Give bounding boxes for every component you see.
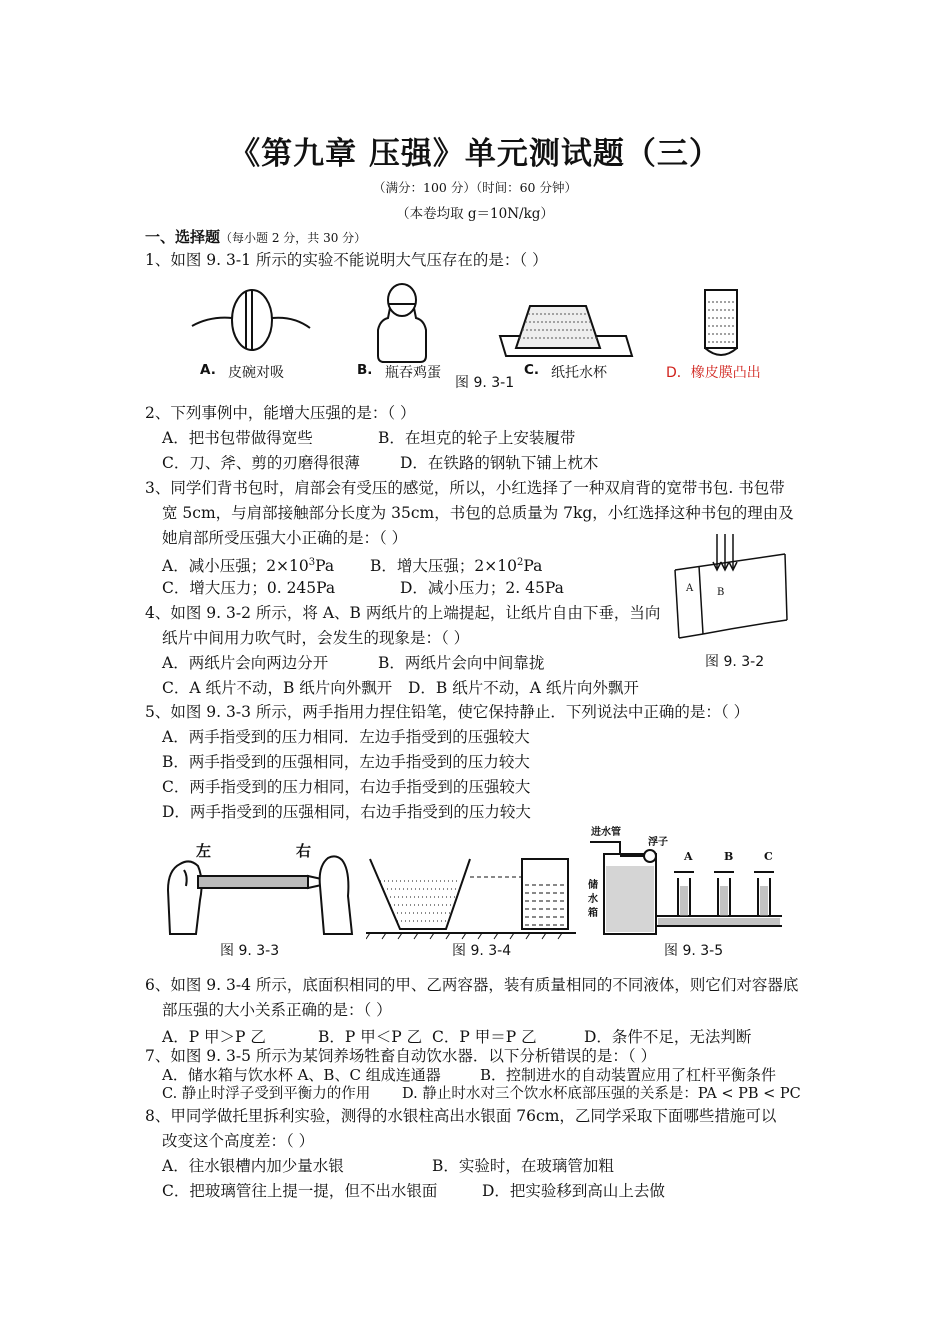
q4-option-d: D．B 纸片不动，A 纸片向外飘开 xyxy=(408,679,639,697)
section-heading xyxy=(145,227,366,248)
q4-option-a: A．两纸片会向两边分开 xyxy=(162,654,329,672)
fig4-caption: 图 9. 3-4 xyxy=(452,943,512,959)
paper-label-b: B xyxy=(717,587,725,598)
q2-option-b: B．在坦克的轮子上安装履带 xyxy=(378,429,576,447)
fig1-text-b: 瓶吞鸡蛋 xyxy=(385,365,441,381)
q3-option-a xyxy=(162,553,334,576)
q4-option-c: C．A 纸片不动，B 纸片向外飘开 xyxy=(162,679,393,697)
question-5-stem: 5、如图 9. 3-3 所示，两手指用力捏住铅笔，使它保持静止．下列说法中正确的是：（ ） xyxy=(145,703,750,721)
q8-option-a: A．往水银槽内加少量水银 xyxy=(162,1157,344,1175)
fig1-label-b: B. xyxy=(357,362,373,378)
q5-option-d: D．两手指受到的压强相同，右边手指受到的压力较大 xyxy=(162,803,531,821)
tank-label-3: 箱 xyxy=(588,908,598,919)
q3-option-b-exponent: 2 xyxy=(516,557,524,568)
score-time-note: （满分：100 分）（时间：60 分钟） xyxy=(373,180,577,195)
question-8-line-2: 改变这个高度差：（ ） xyxy=(162,1132,315,1150)
cup-label-c: C xyxy=(764,850,773,863)
q8-option-d: D．把实验移到高山上去做 xyxy=(482,1182,665,1200)
gravity-note: （本卷均取 g＝10N/kg） xyxy=(396,206,554,222)
dotted-liquid xyxy=(380,877,462,878)
paper-cup-drawing xyxy=(500,306,632,356)
fig5-caption: 图 9. 3-5 xyxy=(664,943,724,959)
q3-option-c: C．增大压力；0. 245Pa xyxy=(162,579,336,597)
fig1-caption: 图 9. 3-1 xyxy=(455,375,515,391)
figure-9-3-3 xyxy=(160,840,365,940)
question-6-line-1: 6、如图 9. 3-4 所示，底面积相同的甲、乙两容器，装有质量相同的不同液体，则它们对容器底 xyxy=(145,976,799,994)
question-7-stem: 7、如图 9. 3-5 所示为某饲养场牲畜自动饮水器．以下分析错误的是：（ ） xyxy=(145,1047,657,1065)
q5-option-c: C．两手指受到的压力相同，右边手指受到的压强较大 xyxy=(162,778,531,796)
question-8-line-1: 8、甲同学做托里拆利实验，测得的水银柱高出水银面 76cm，乙同学采取下面哪些措施可以 xyxy=(145,1107,777,1125)
figure-9-3-4 xyxy=(366,855,576,945)
q6-option-b: B．P 甲＜P 乙 xyxy=(318,1028,423,1046)
question-3-line-3: 她肩部所受压强大小正确的是：（ ） xyxy=(162,529,408,547)
fig3-caption: 图 9. 3-3 xyxy=(220,943,280,959)
fig1-label-c: C. xyxy=(524,362,540,378)
q3-option-a-unit: Pa xyxy=(315,557,335,576)
q4-option-b: B．两纸片会向中间靠拢 xyxy=(378,654,545,672)
q6-option-d: D．条件不足，无法判断 xyxy=(584,1028,752,1046)
bottle-egg-drawing xyxy=(378,284,426,362)
fig1-text-a: 皮碗对吸 xyxy=(228,365,284,381)
membrane-tube-drawing xyxy=(705,290,737,355)
tank-label-2: 水 xyxy=(588,894,598,905)
figure-9-3-5 xyxy=(586,826,791,941)
section-title: 一、选择题 xyxy=(145,228,221,246)
fig1-label-a: A. xyxy=(200,362,216,378)
q5-option-a: A．两手指受到的压力相同．左边手指受到的压强较大 xyxy=(162,728,530,746)
q8-option-c: C．把玻璃管往上提一提，但不出水银面 xyxy=(162,1182,438,1200)
q7-option-a: A．储水箱与饮水杯 A、B、C 组成连通器 xyxy=(162,1066,441,1084)
question-3-line-2: 宽 5cm，与肩部接触部分长度为 35cm，书包的总质量为 7kg，小红选择这种书包的理由及 xyxy=(162,504,794,522)
page-title: 《第九章 压强》单元测试题（三） xyxy=(229,136,721,172)
q2-option-d: D．在铁路的钢轨下铺上枕木 xyxy=(400,454,599,472)
question-1-stem: 1、如图 9. 3-1 所示的实验不能说明大气压存在的是：（ ） xyxy=(145,251,548,269)
fig2-caption: 图 9. 3-2 xyxy=(705,654,765,670)
paper-label-a: A xyxy=(686,583,694,594)
q3-option-d: D．减小压力；2. 45Pa xyxy=(400,579,564,597)
question-3-line-1: 3、同学们背书包时，肩部会有受压的感觉，所以，小红选择了一种双肩背的宽带书包. 书包带 xyxy=(145,479,785,497)
question-4-line-2: 纸片中间用力吹气时，会发生的现象是：（ ） xyxy=(162,629,470,647)
q7-option-b: B．控制进水的自动装置应用了杠杆平衡条件 xyxy=(480,1066,777,1084)
float-label: 浮子 xyxy=(648,837,668,848)
right-label: 右 xyxy=(296,842,312,860)
suction-cups-drawing xyxy=(192,290,310,350)
tank-label-1: 储 xyxy=(588,880,598,891)
q8-option-b: B．实验时，在玻璃管加粗 xyxy=(432,1157,614,1175)
q3-option-a-text: A．减小压强；2×10 xyxy=(162,557,309,576)
fig1-text-c: 纸托水杯 xyxy=(551,365,607,381)
inlet-pipe-label: 进水管 xyxy=(591,827,621,838)
question-2-stem: 2、下列事例中，能增大压强的是：（ ） xyxy=(145,404,416,422)
q5-option-b: B．两手指受到的压强相同，左边手指受到的压力较大 xyxy=(162,753,530,771)
q3-option-a-exponent: 3 xyxy=(308,557,316,568)
section-hint: （每小题 2 分，共 30 分） xyxy=(220,231,367,245)
q3-option-b-unit: Pa xyxy=(523,557,543,576)
cup-label-a: A xyxy=(684,850,693,863)
q2-option-a: A．把书包带做得宽些 xyxy=(162,429,313,447)
question-6-line-2: 部压强的大小关系正确的是：（ ） xyxy=(162,1001,392,1019)
cup-label-b: B xyxy=(724,850,734,863)
left-label: 左 xyxy=(196,842,212,860)
q7-option-c: C. 静止时浮子受到平衡力的作用 xyxy=(162,1086,371,1102)
q6-option-a: A．P 甲＞P 乙 xyxy=(162,1028,266,1046)
fig1-text-d: D．橡皮膜凸出 xyxy=(666,365,761,381)
q3-option-b-text: B．增大压强；2×10 xyxy=(370,557,517,576)
q6-option-c: C．P 甲＝P 乙 xyxy=(432,1028,537,1046)
q3-option-b xyxy=(370,553,542,576)
question-4-line-1: 4、如图 9. 3-2 所示，将 A、B 两纸片的上端提起，让纸片自由下垂，当向 xyxy=(145,604,661,622)
q2-option-c: C．刀、斧、剪的刃磨得很薄 xyxy=(162,454,360,472)
q7-option-d: D. 静止时水对三个饮水杯底部压强的关系是：PA < PB < PC xyxy=(402,1086,801,1102)
